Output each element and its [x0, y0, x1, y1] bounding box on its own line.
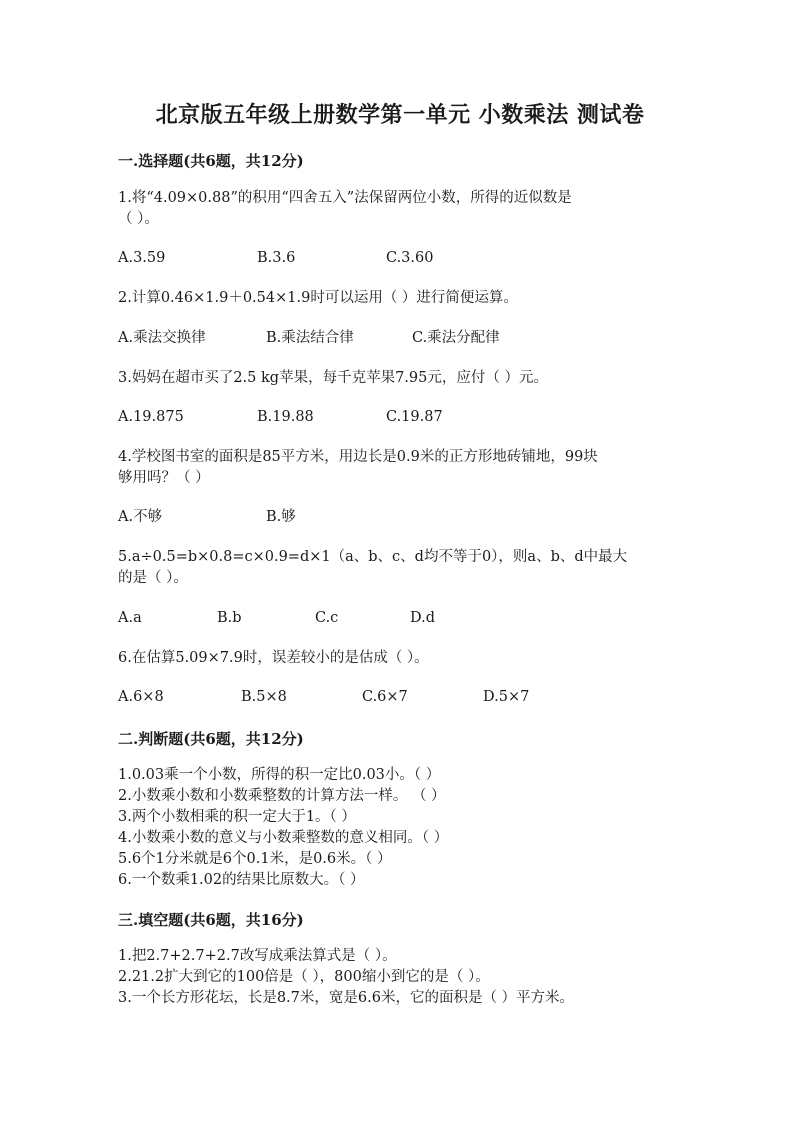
question-4-option-b: B.够: [266, 509, 296, 525]
question-6-option-b: B.5×8: [241, 689, 287, 705]
fill-item-2: 2.21.2扩大到它的100倍是（ ），800缩小到它的是（ ）。: [118, 969, 490, 985]
section-heading-choice: 一.选择题(共6题，共12分): [118, 152, 304, 170]
question-2-option-a: A.乘法交换律: [118, 330, 206, 346]
question-2-option-c: C.乘法分配律: [412, 330, 500, 346]
question-5-option-a: A.a: [118, 610, 142, 626]
question-3-option-a: A.19.875: [118, 409, 184, 425]
page-title: 北京版五年级上册数学第一单元 小数乘法 测试卷: [155, 102, 645, 128]
question-1-text-cont: （ ）。: [118, 211, 159, 227]
judgment-item-4: 4.小数乘小数的意义与小数乘整数的意义相同。（ ）: [118, 830, 449, 846]
question-3-text: 3.妈妈在超市买了2.5 kg苹果，每千克苹果7.95元，应付（ ）元。: [118, 370, 548, 386]
question-2-text: 2.计算0.46×1.9＋0.54×1.9时可以运用（ ）进行简便运算。: [118, 290, 518, 306]
question-5-option-b: B.b: [217, 610, 242, 626]
fill-item-1: 1.把2.7+2.7+2.7改写成乘法算式是（ ）。: [118, 948, 397, 964]
judgment-item-6: 6.一个数乘1.02的结果比原数大。（ ）: [118, 872, 365, 888]
question-1-text: 1.将“4.09×0.88”的积用“四舍五入”法保留两位小数，所得的近似数是: [118, 190, 572, 206]
question-3-option-c: C.19.87: [386, 409, 443, 425]
question-1-option-b: B.3.6: [257, 250, 296, 266]
judgment-item-1: 1.0.03乘一个小数，所得的积一定比0.03小。（ ）: [118, 767, 441, 783]
section-heading-judgment: 二.判断题(共6题，共12分): [118, 730, 304, 748]
question-4-option-a: A.不够: [118, 509, 163, 525]
section-heading-fill: 三.填空题(共6题，共16分): [118, 911, 304, 929]
question-6-option-d: D.5×7: [483, 689, 530, 705]
question-5-option-c: C.c: [315, 610, 339, 626]
question-1-option-a: A.3.59: [118, 250, 166, 266]
question-6-option-c: C.6×7: [362, 689, 408, 705]
judgment-item-3: 3.两个小数相乘的积一定大于1。（ ）: [118, 809, 356, 825]
judgment-item-2: 2.小数乘小数和小数乘整数的计算方法一样。 （ ）: [118, 788, 446, 804]
fill-item-3: 3.一个长方形花坛，长是8.7米，宽是6.6米，它的面积是（ ）平方米。: [118, 990, 575, 1006]
question-6-option-a: A.6×8: [118, 689, 164, 705]
question-5-option-d: D.d: [410, 610, 435, 626]
question-4-text: 4.学校图书室的面积是85平方米，用边长是0.9米的正方形地砖铺地，99块: [118, 449, 598, 465]
judgment-item-5: 5.6个1分米就是6个0.1米，是0.6米。（ ）: [118, 851, 392, 867]
question-6-text: 6.在估算5.09×7.9时，误差较小的是估成（ ）。: [118, 650, 429, 666]
question-5-text: 5.a÷0.5=b×0.8=c×0.9=d×1（a、b、c、d均不等于0），则a、b、d中最大: [118, 549, 628, 565]
question-1-option-c: C.3.60: [386, 250, 434, 266]
question-5-text-cont: 的是（ ）。: [118, 570, 188, 586]
question-4-text-cont: 够用吗？（ ）: [118, 470, 210, 486]
question-3-option-b: B.19.88: [257, 409, 314, 425]
question-2-option-b: B.乘法结合律: [266, 330, 354, 346]
